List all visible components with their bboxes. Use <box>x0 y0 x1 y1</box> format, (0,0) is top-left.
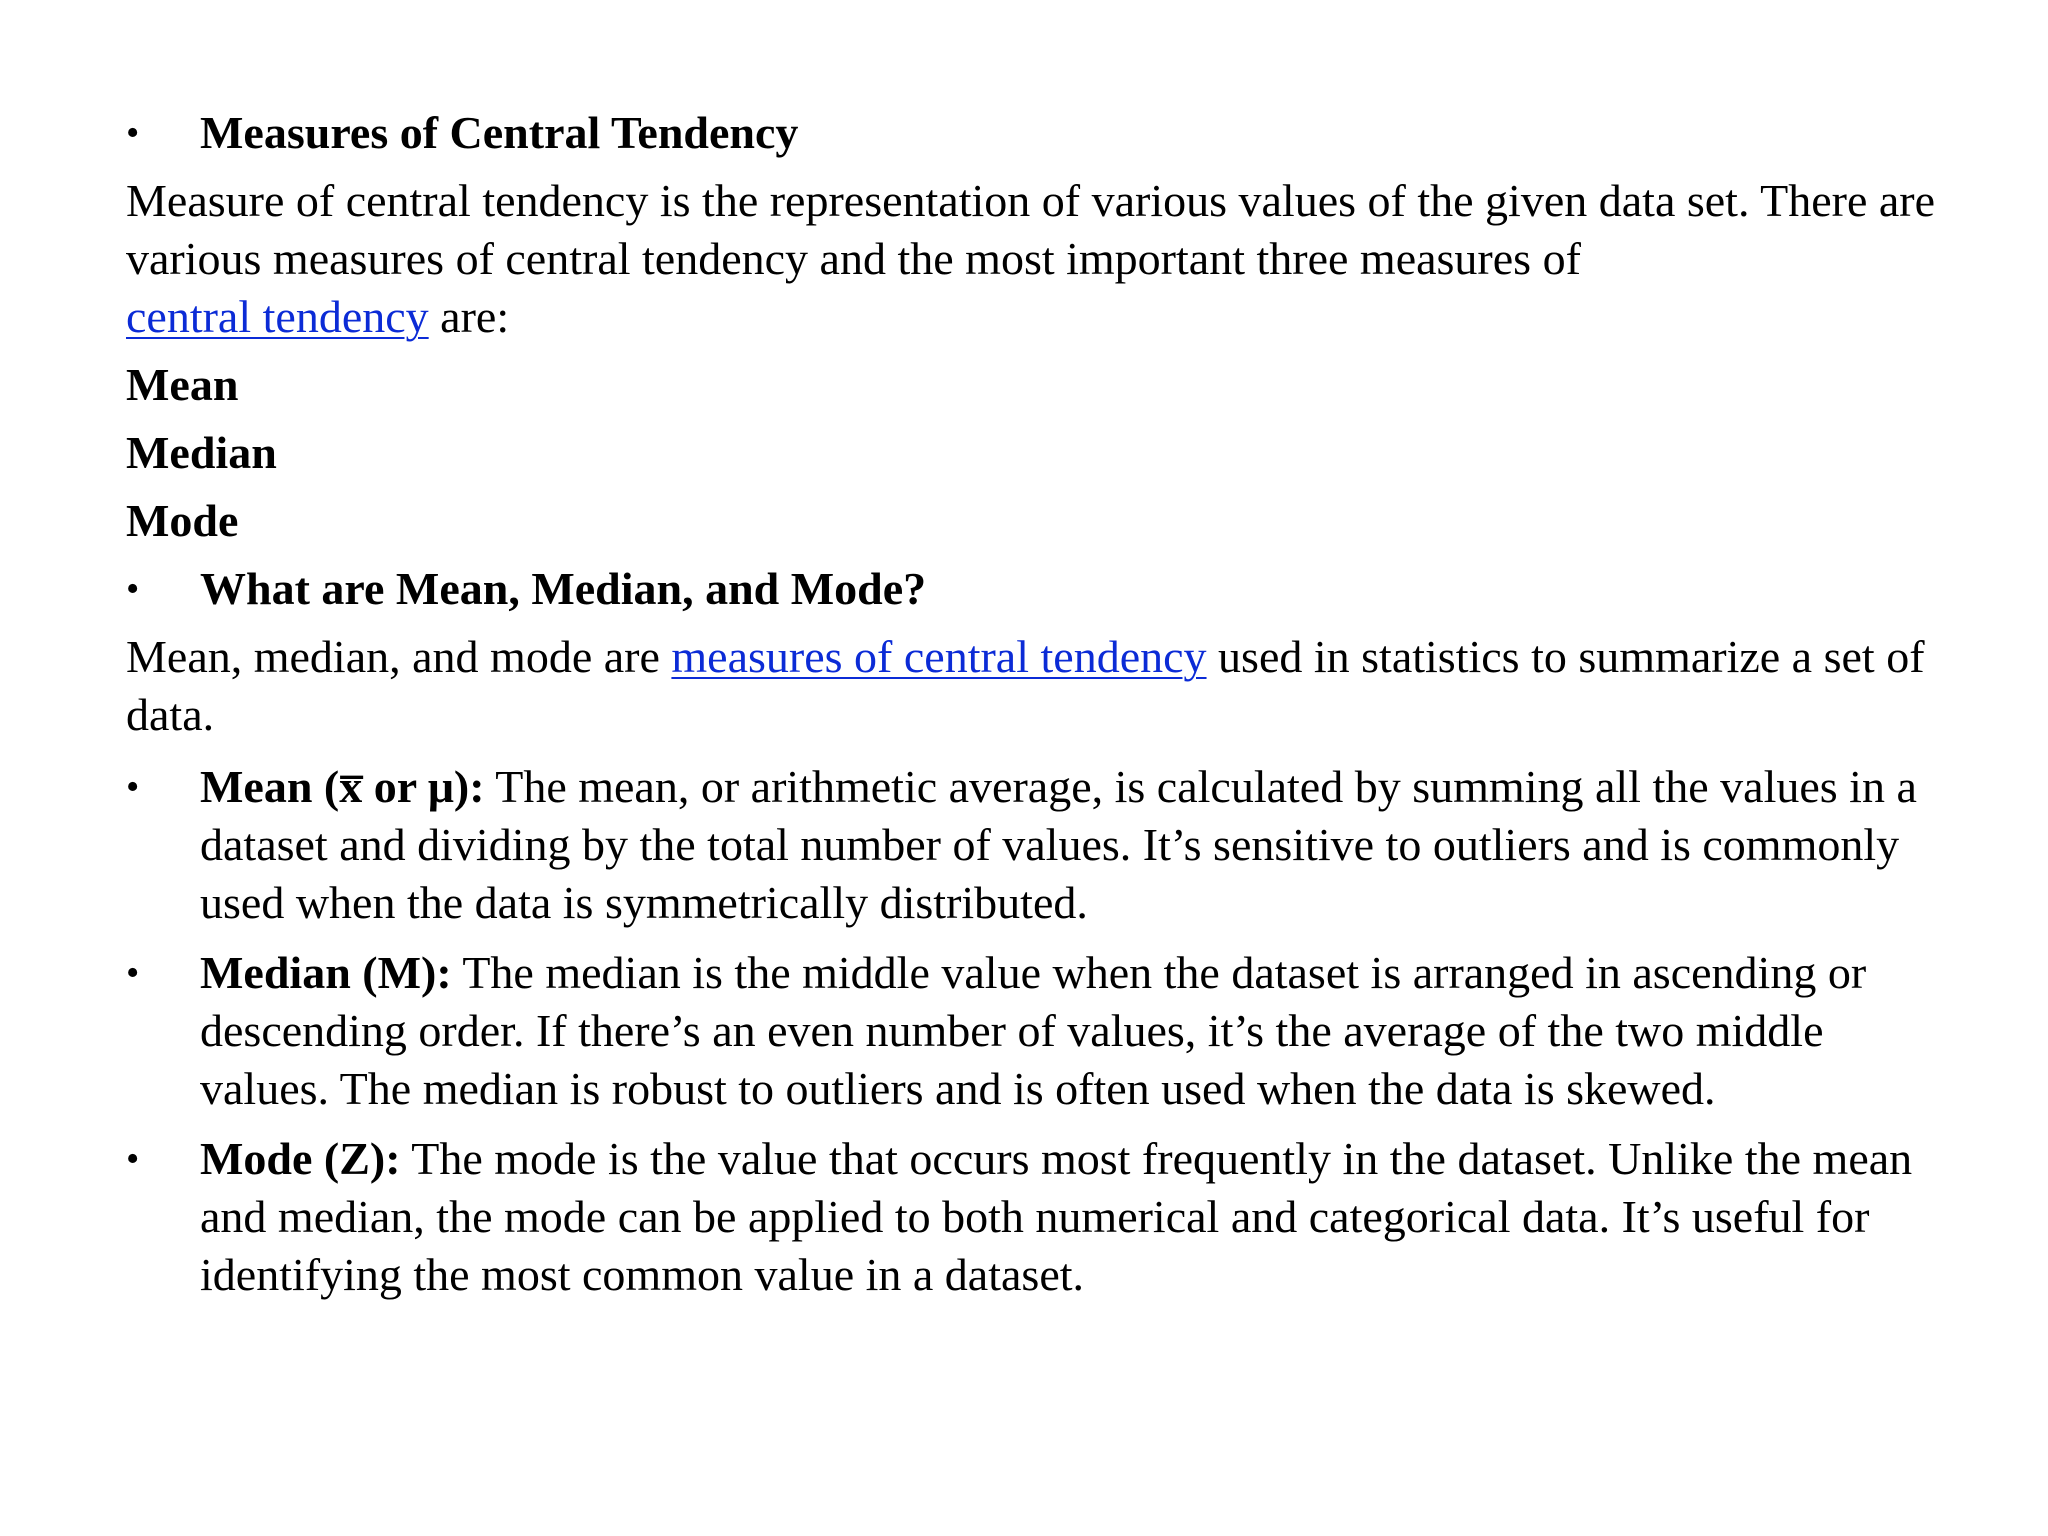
definition-mode <box>126 1130 1956 1304</box>
central-tendency-link[interactable]: central tendency <box>126 291 429 342</box>
paragraph-text-end: used in statistics to summarize a set of data. <box>126 631 1925 740</box>
definition-term: Mean (x̅ or μ): <box>200 761 485 812</box>
bullet-icon: • <box>126 952 140 994</box>
paragraph-text-end: are: <box>428 291 510 342</box>
paragraph-text: Mean, median, and mode are <box>126 631 672 682</box>
definition-text: The mean, or arithmetic average, is calculated by summing all the values in a dataset and dividing by the total number of values. It’s sensitive to outliers and is commonly used when the data is symmetrically distributed. <box>200 761 1917 928</box>
intro-paragraph <box>126 172 1956 346</box>
heading-text: Measures of Central Tendency <box>200 107 799 158</box>
bullet-icon: • <box>126 766 140 808</box>
bullet-icon: • <box>126 112 140 154</box>
term-mode: Mode <box>126 495 239 546</box>
definition-text: The median is the middle value when the dataset is arranged in ascending or descending order. If there’s an even number of values, it’s the average of the two middle values. The median is robust to outliers and is often used when the data is skewed. <box>200 947 1867 1114</box>
paragraph-text: Measure of central tendency is the representation of various values of the given data set. There are various measures of central tendency and the most important three measures of <box>126 175 1936 284</box>
term-mean: Mean <box>126 359 239 410</box>
section-heading-measures <box>126 104 1956 162</box>
definition-median <box>126 944 1956 1118</box>
definition-text: The mode is the value that occurs most frequently in the dataset. Unlike the mean and median, the mode can be applied to both numerical and categorical data. It’s useful for identifying the most common value in a dataset. <box>200 1133 1913 1300</box>
slide-content <box>126 104 1956 1316</box>
definition-term: Median (M): <box>200 947 452 998</box>
heading-text: What are Mean, Median, and Mode? <box>200 563 927 614</box>
section-heading-what-are <box>126 560 1956 618</box>
measures-of-central-tendency-link[interactable]: measures of central tendency <box>671 631 1207 682</box>
definition-mean <box>126 758 1956 932</box>
bullet-icon: • <box>126 1138 140 1180</box>
definition-term: Mode (Z): <box>200 1133 401 1184</box>
bullet-icon: • <box>126 568 140 610</box>
term-median: Median <box>126 427 277 478</box>
summary-paragraph <box>126 628 1956 744</box>
